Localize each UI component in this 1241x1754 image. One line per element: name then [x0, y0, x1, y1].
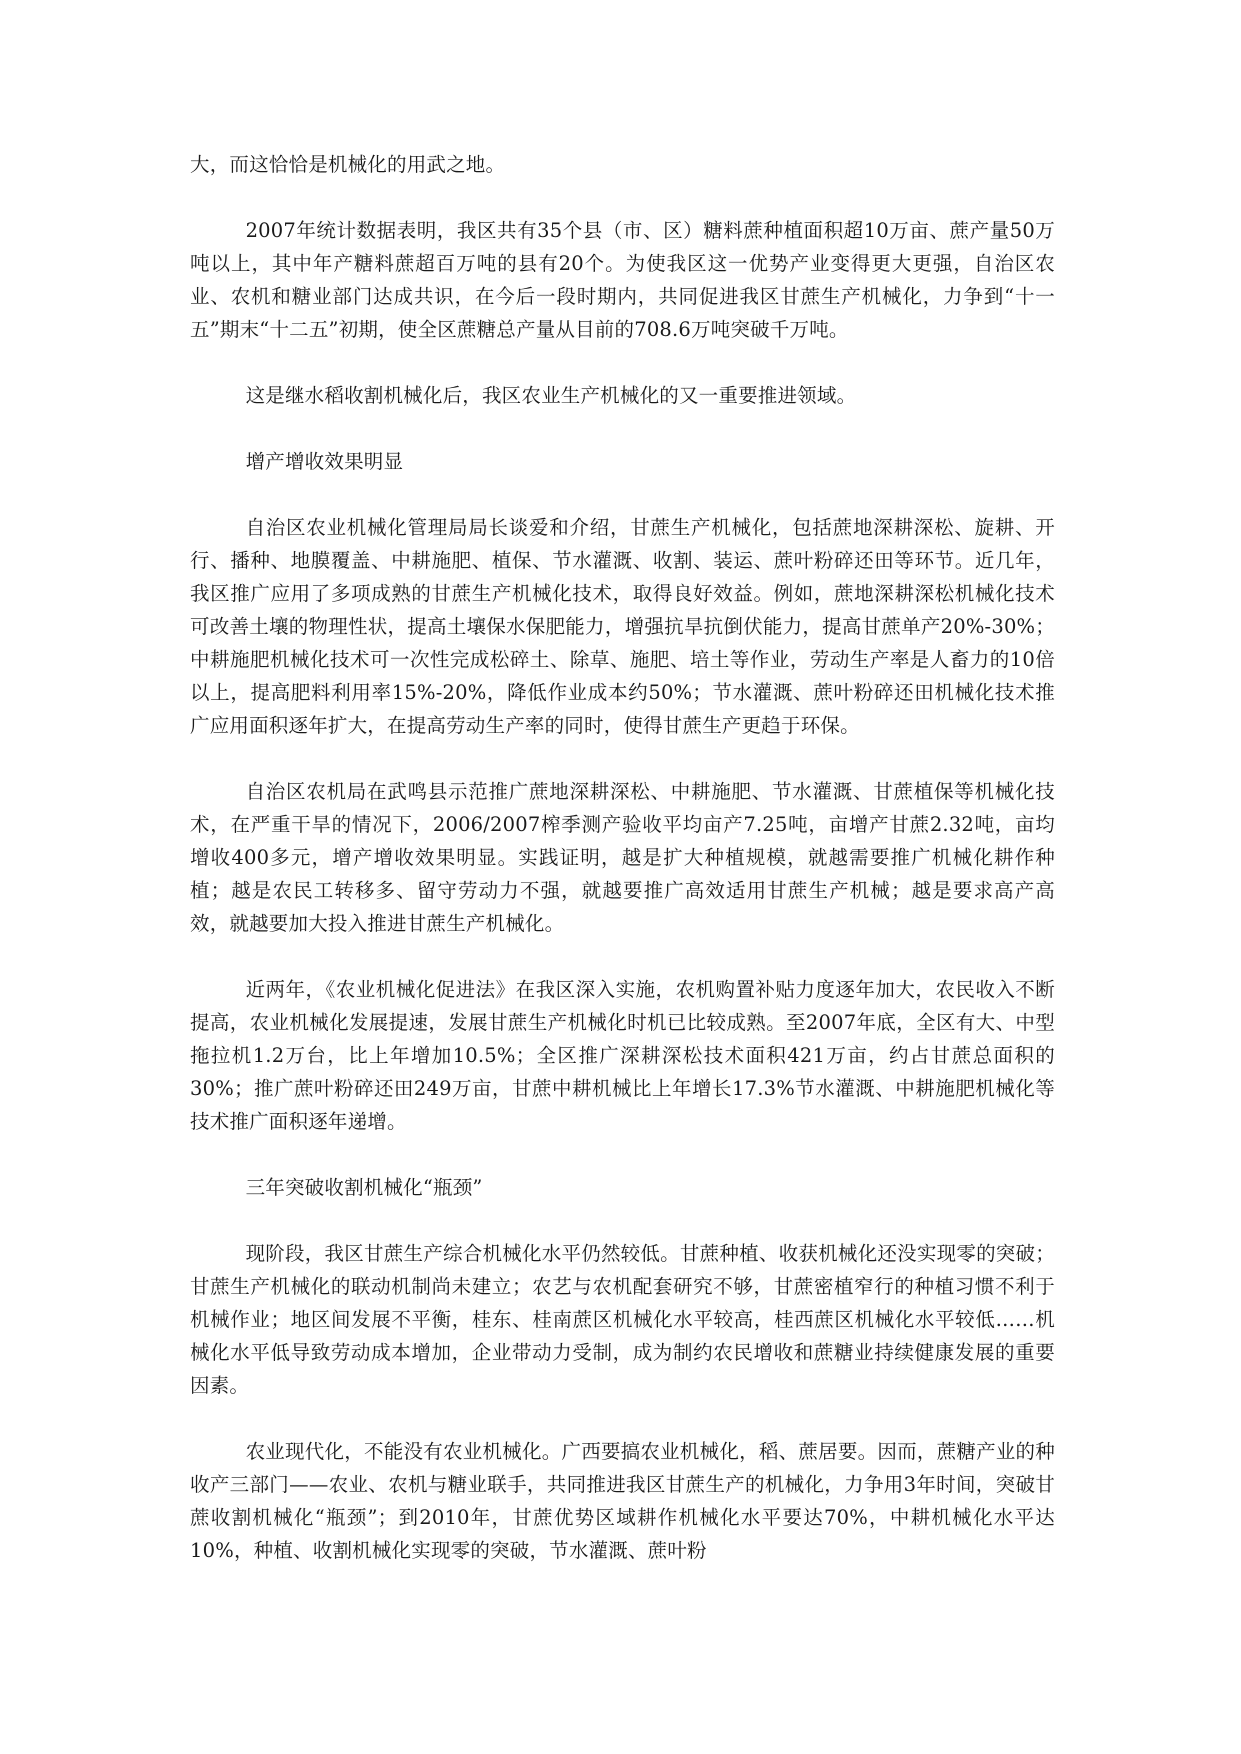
- paragraph-2: 2007年统计数据表明，我区共有35个县（市、区）糖料蔗种植面积超10万亩、蔗产量50万吨以上，其中年产糖料蔗超百万吨的县有20个。为使我区这一优势产业变得更大更强，自治区农业、农机和糖业部门达成共识，在今后一段时期内，共同促进我区甘蔗生产机械化，力争到“十一五”期末“十二五”初期，使全区蔗糖总产量从目前的708.6万吨突破千万吨。: [190, 219, 1055, 341]
- document-body: [190, 148, 1055, 1567]
- paragraph-4: 自治区农业机械化管理局局长谈爱和介绍，甘蔗生产机械化，包括蔗地深耕深松、旋耕、开行、播种、地膜覆盖、中耕施肥、植保、节水灌溉、收割、装运、蔗叶粉碎还田等环节。近几年，我区推广应用了多项成熟的甘蔗生产机械化技术，取得良好效益。例如，蔗地深耕深松机械化技术可改善土壤的物理性状，提高土壤保水保肥能力，增强抗旱抗倒伏能力，提高甘蔗单产20%-30%；中耕施肥机械化技术可一次性完成松碎土、除草、施肥、培土等作业，劳动生产率是人畜力的10倍以上，提高肥料利用率15%-20%，降低作业成本约50%；节水灌溉、蔗叶粉碎还田机械化技术推广应用面积逐年扩大，在提高劳动生产率的同时，使得甘蔗生产更趋于环保。: [190, 516, 1055, 737]
- paragraph-6: 近两年，《农业机械化促进法》在我区深入实施，农机购置补贴力度逐年加大，农民收入不断提高，农业机械化发展提速，发展甘蔗生产机械化时机已比较成熟。至2007年底，全区有大、中型拖拉机1.2万台，比上年增加10.5%；全区推广深耕深松技术面积421万亩，约占甘蔗总面积的30%；推广蔗叶粉碎还田249万亩，甘蔗中耕机械比上年增长17.3%节水灌溉、中耕施肥机械化等技术推广面积逐年递增。: [190, 978, 1055, 1133]
- paragraph-3: 这是继水稻收割机械化后，我区农业生产机械化的又一重要推进领域。: [245, 384, 857, 407]
- paragraph-8: 农业现代化，不能没有农业机械化。广西要搞农业机械化，稻、蔗居要。因而，蔗糖产业的种收产三部门——农业、农机与糖业联手，共同推进我区甘蔗生产的机械化，力争用3年时间，突破甘蔗收割机械化“瓶颈”；到2010年，甘蔗优势区域耕作机械化水平要达70%，中耕机械化水平达10%，种植、收割机械化实现零的突破，节水灌溉、蔗叶粉: [190, 1440, 1055, 1562]
- paragraph-7: 现阶段，我区甘蔗生产综合机械化水平仍然较低。甘蔗种植、收获机械化还没实现零的突破；甘蔗生产机械化的联动机制尚未建立；农艺与农机配套研究不够，甘蔗密植窄行的种植习惯不利于机械作业；地区间发展不平衡，桂东、桂南蔗区机械化水平较高，桂西蔗区机械化水平较低……机械化水平低导致劳动成本增加，企业带动力受制，成为制约农民增收和蔗糖业持续健康发展的重要因素。: [190, 1242, 1055, 1397]
- section-heading-2: 三年突破收割机械化“瓶颈”: [245, 1176, 483, 1199]
- paragraph-5: 自治区农机局在武鸣县示范推广蔗地深耕深松、中耕施肥、节水灌溉、甘蔗植保等机械化技术，在严重干旱的情况下，2006/2007榨季测产验收平均亩产7.25吨，亩增产甘蔗2.32吨，亩均增收400多元，增产增收效果明显。实践证明，越是扩大种植规模，就越需要推广机械化耕作种植；越是农民工转移多、留守劳动力不强，就越要推广高效适用甘蔗生产机械；越是要求高产高效，就越要加大投入推进甘蔗生产机械化。: [190, 780, 1055, 935]
- section-heading-1: 增产增收效果明显: [245, 450, 404, 473]
- paragraph-1: 大，而这恰恰是机械化的用武之地。: [190, 153, 506, 176]
